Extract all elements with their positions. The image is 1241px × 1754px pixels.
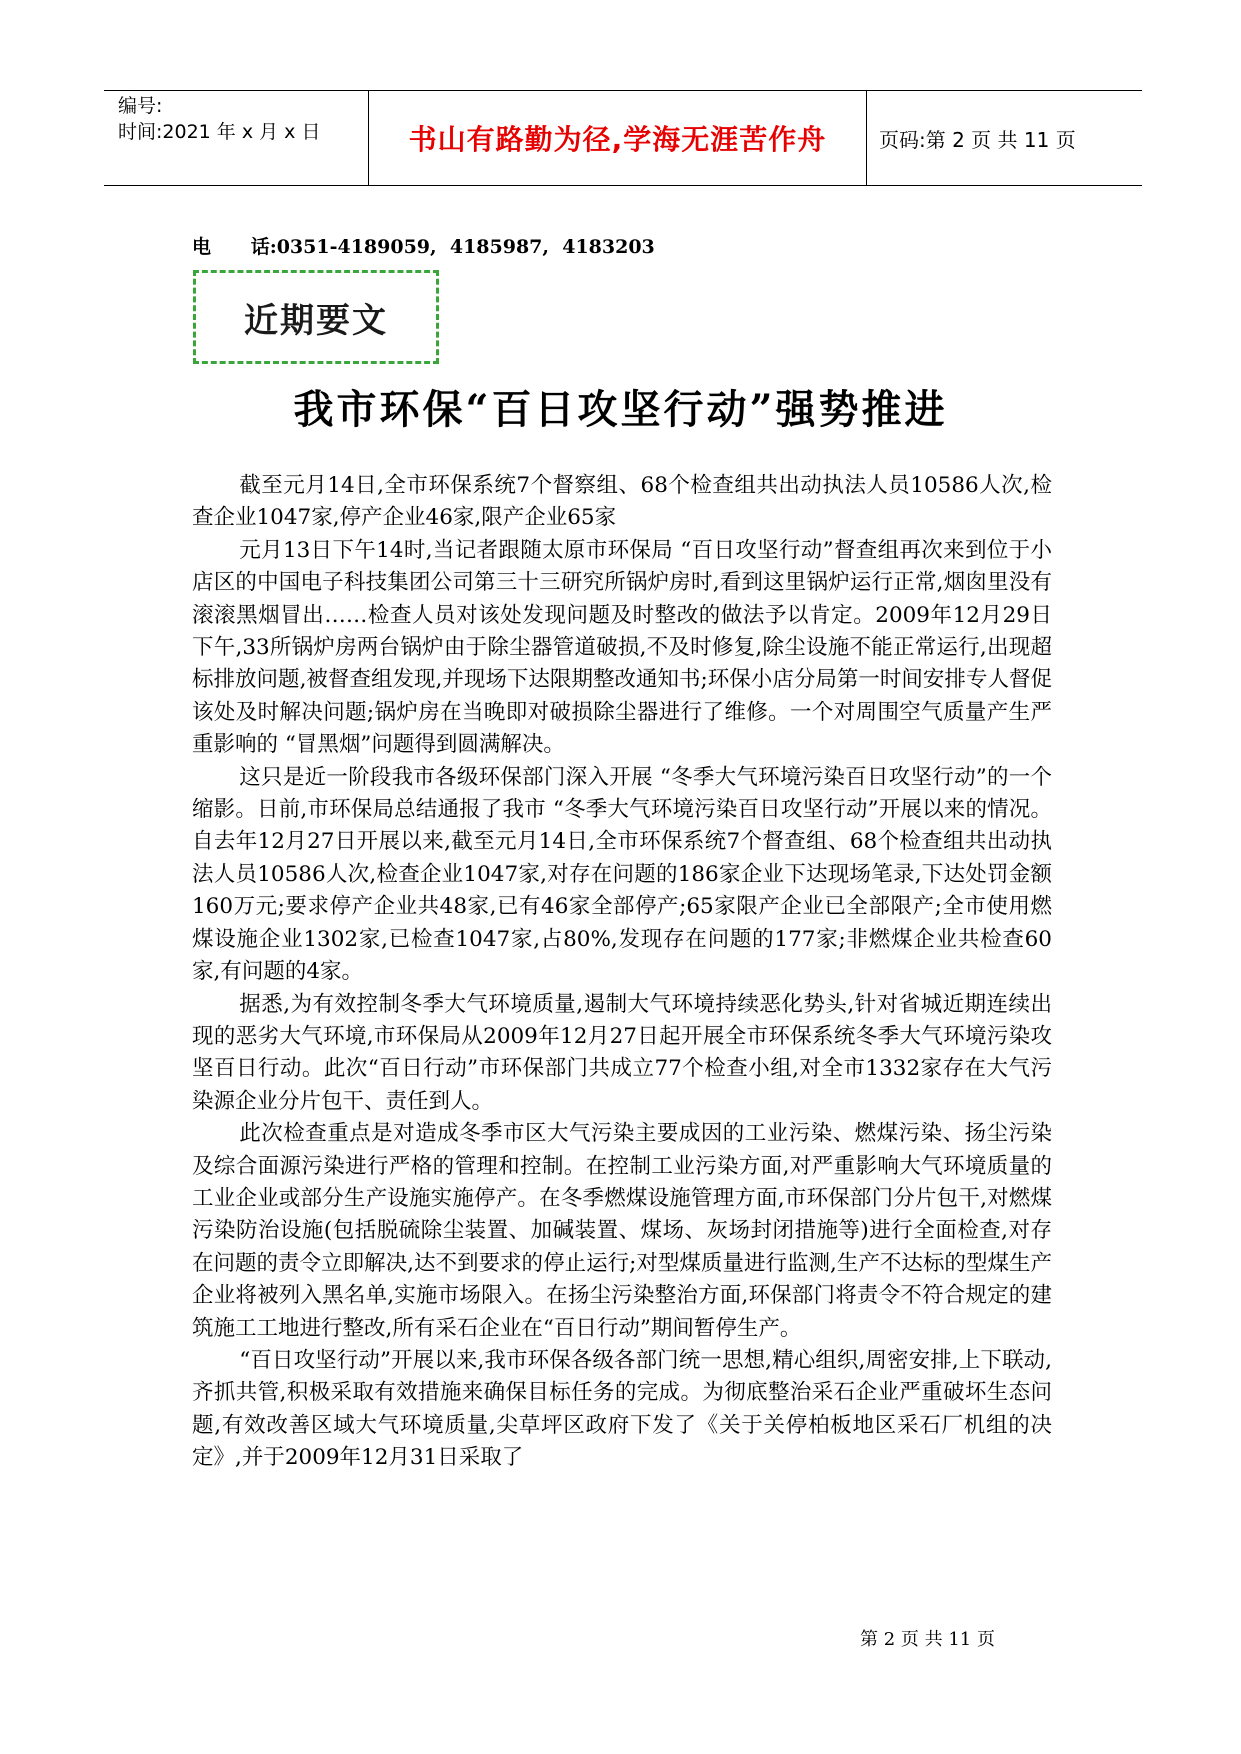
paragraph: “百日攻坚行动”开展以来,我市环保各级各部门统一思想,精心组织,周密安排,上下联动,齐抓共管,积极采取有效措施来确保目标任务的完成。为彻底整治采石企业严重破坏生态问题,有效改善区域大气环境质量,尖草坪区政府下发了《关于关停柏板地区采石厂机组的决定》,并于2009年12月31日采取了 — [192, 1347, 1052, 1471]
header-meta-cell — [104, 91, 369, 185]
paragraph: 截至元月14日,全市环保系统7个督察组、68个检查组共出动执法人员10586人次,检查企业1047家,停产企业46家,限产企业65家 — [192, 473, 1052, 531]
paragraph: 此次检查重点是对造成冬季市区大气污染主要成因的工业污染、燃煤污染、扬尘污染及综合面源污染进行严格的管理和控制。在控制工业污染方面,对严重影响大气环境质量的工业企业或部分生产设施实施停产。在冬季燃煤设施管理方面,市环保部门分片包干,对燃煤污染防治设施(包括脱硫除尘装置、加碱装置、煤场、灰场封闭措施等)进行全面检查,对存在问题的责令立即解决,达不到要求的停止运行;对型煤质量进行监测,生产不达标的型煤生产企业将被列入黑名单,实施市场限入。在扬尘污染整治方面,环保部门将责令不符合规定的建筑施工工地进行整改,所有采石企业在“百日行动”期间暂停生产。 — [192, 1121, 1052, 1341]
page-footer: 第 2 页 共 11 页 — [860, 1629, 995, 1650]
article-body — [192, 470, 1052, 1475]
article-title: 我市环保“百日攻坚行动”强势推进 — [293, 386, 948, 433]
time-label: 时间:2021 年 x 月 x 日 — [118, 121, 321, 143]
phone-line: 电 话:0351-4189059, 4185987, 4183203 — [192, 236, 655, 258]
section-heading: 近期要文 — [244, 300, 388, 341]
paragraph: 这只是近一阶段我市各级环保部门深入开展 “冬季大气环境污染百日攻坚行动”的一个缩影。日前,市环保局总结通报了我市 “冬季大气环境污染百日攻坚行动”开展以来的情况。自去年12月27日开展以来,截至元月14日,全市环保系统7个督查组、68个检查组共出动执法人员10586人次,检查企业1047家,对存在问题的186家企业下达现场笔录,下达处罚金额160万元;要求停产企业共48家,已有46家全部停产;65家限产企业已全部限产;全市使用燃煤设施企业1302家,已检查1047家,占80%,发现存在问题的177家;非燃煤企业共检查60家,有问题的4家。 — [192, 764, 1052, 985]
number-label: 编号: — [118, 95, 163, 117]
header-page-label: 页码:第 2 页 共 11 页 — [879, 127, 1076, 152]
paragraph: 据悉,为有效控制冬季大气环境质量,遏制大气环境持续恶化势头,针对省城近期连续出现的恶劣大气环境,市环保局从2009年12月27日起开展全市环保系统冬季大气环境污染攻坚百日行动。此次“百日行动”市环保部门共成立77个检查小组,对全市1332家存在大气污染源企业分片包干、责任到人。 — [192, 991, 1052, 1114]
header-motto: 书山有路勤为径,学海无涯苦作舟 — [369, 91, 867, 185]
page-header — [104, 90, 1142, 186]
section-heading-box — [193, 270, 439, 364]
paragraph: 元月13日下午14时,当记者跟随太原市环保局 “百日攻坚行动”督查组再次来到位于小店区的中国电子科技集团公司第三十三研究所锅炉房时,看到这里锅炉运行正常,烟囱里没有滚滚黑烟冒出……检查人员对该处发现问题及时整改的做法予以肯定。2009年12月29日下午,33所锅炉房两台锅炉由于除尘器管道破损,不及时修复,除尘设施不能正常运行,出现超标排放问题,被督查组发现,并现场下达限期整改通知书;环保小店分局第一时间安排专人督促该处及时解决问题;锅炉房在当晚即对破损除尘器进行了维修。一个对周围空气质量产生严重影响的 “冒黑烟”问题得到圆满解决。 — [192, 537, 1052, 758]
